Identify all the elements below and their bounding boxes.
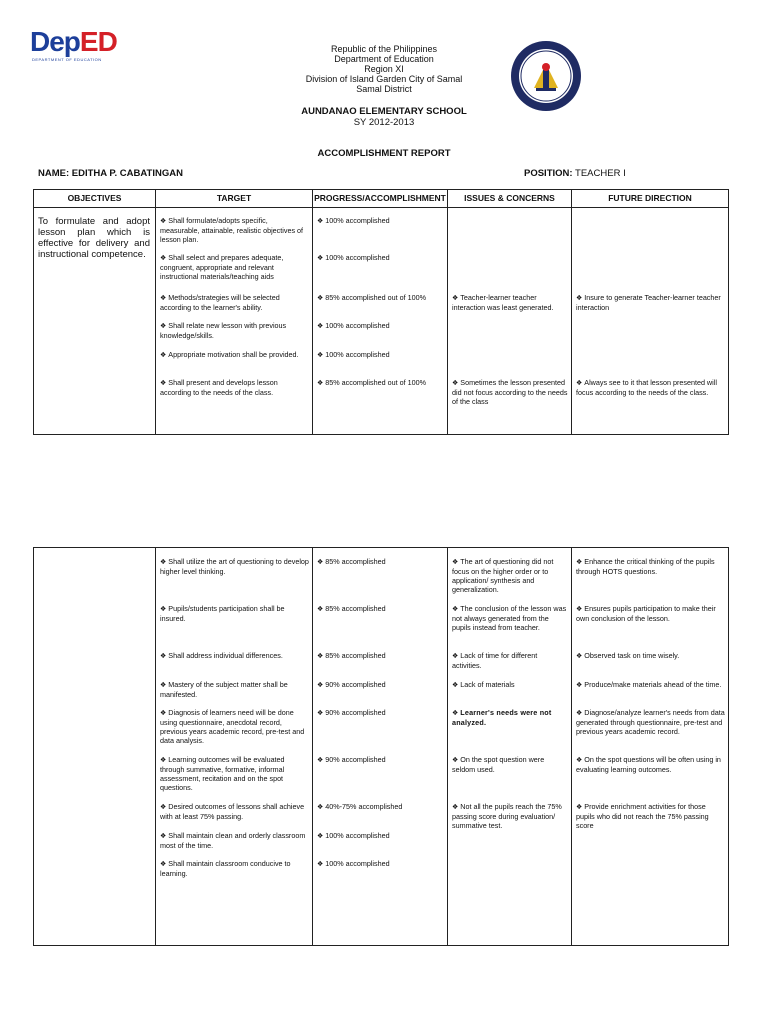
list-item: ❖ Produce/make materials ahead of the time. <box>576 680 722 689</box>
list-item: ❖ Insure to generate Teacher-learner teacher interaction <box>576 293 721 312</box>
list-item: ❖ 85% accomplished <box>317 651 386 660</box>
list-item: ❖ 100% accomplished <box>317 859 390 868</box>
list-item: ❖ 90% accomplished <box>317 708 386 717</box>
list-item: ❖ Learner's needs were not analyzed. <box>452 708 552 727</box>
list-item: ❖ 85% accomplished <box>317 604 386 613</box>
list-item: ❖ Desired outcomes of lessons shall achieve with at least 75% passing. <box>160 802 305 821</box>
list-item: ❖ 40%-75% accomplished <box>317 802 403 811</box>
logo-dep: Dep <box>30 26 80 57</box>
list-item: ❖ 100% accomplished <box>317 321 390 330</box>
col-issues: ISSUES & CONCERNS <box>448 190 572 208</box>
teacher-position <box>524 168 626 179</box>
list-item: ❖ Observed task on time wisely. <box>576 651 680 660</box>
list-item: ❖ Ensures pupils participation to make their own conclusion of the lesson. <box>576 604 716 623</box>
list-item: ❖ 90% accomplished <box>317 680 386 689</box>
accomplishment-table-2 <box>33 547 729 946</box>
objective-text: To formulate and adopt lesson plan which is effective for delivery and instructional competence. <box>38 216 150 260</box>
school-seal-icon <box>510 40 582 112</box>
list-item: ❖ Shall select and prepares adequate, congruent, appropriate and relevant instructional materials/teaching aids <box>160 253 284 281</box>
deped-logo <box>30 26 117 62</box>
list-item: ❖ Shall formulate/adopts specific, measurable, attainable, realistic objectives of lesson plan. <box>160 216 304 244</box>
list-item: ❖ The art of questioning did not focus on the higher order or to application/ synthesis and generalization. <box>452 557 554 594</box>
list-item: ❖ On the spot questions will be often using in evaluating learning outcomes. <box>576 755 721 774</box>
list-item: ❖ 90% accomplished <box>317 755 386 764</box>
report-title: ACCOMPLISHMENT REPORT <box>317 148 451 159</box>
list-item: ❖ Always see to it that lesson presented will focus according to the needs of the class. <box>576 378 717 397</box>
list-item: ❖ Lack of materials <box>452 680 515 689</box>
list-item: ❖ Provide enrichment activities for those pupils who did not reach the 75% passing score <box>576 802 709 830</box>
school-name: AUNDANAO ELEMENTARY SCHOOL <box>301 106 467 117</box>
list-item: ❖ Shall relate new lesson with previous knowledge/skills. <box>160 321 287 340</box>
list-item: ❖ Shall address individual differences. <box>160 651 283 660</box>
col-future: FUTURE DIRECTION <box>572 190 729 208</box>
list-item: ❖ 100% accomplished <box>317 216 390 225</box>
teacher-name: NAME: EDITHA P. CABATINGAN <box>38 168 183 179</box>
list-item: ❖ Shall maintain clean and orderly classroom most of the time. <box>160 831 306 850</box>
list-item: ❖ The conclusion of the lesson was not always generated from the pupils instead from teacher. <box>452 604 567 632</box>
header-line-5: Samal District <box>356 84 412 94</box>
list-item: ❖ Lack of time for different activities. <box>452 651 538 670</box>
header-line-4: Division of Island Garden City of Samal <box>305 74 463 84</box>
list-item: ❖ Shall maintain classroom conducive to learning. <box>160 859 291 878</box>
list-item: ❖ Methods/strategies will be selected according to the learner's ability. <box>160 293 280 312</box>
list-item: ❖ 85% accomplished out of 100% <box>317 293 426 302</box>
school-block <box>250 106 518 128</box>
header-line-1: Republic of the Philippines <box>330 44 438 54</box>
list-item: ❖ 85% accomplished <box>317 557 386 566</box>
list-item: ❖ Learning outcomes will be evaluated through summative, formative, informal assessment, recitation and on the spot questions. <box>160 755 285 792</box>
list-item: ❖ 85% accomplished out of 100% <box>317 378 426 387</box>
col-target: TARGET <box>156 190 313 208</box>
accomplishment-table-1 <box>33 189 729 435</box>
list-item: ❖ 100% accomplished <box>317 350 390 359</box>
list-item: ❖ Appropriate motivation shall be provided. <box>160 350 299 359</box>
list-item: ❖ Pupils/students participation shall be insured. <box>160 604 285 623</box>
logo-subtitle: DEPARTMENT OF EDUCATION <box>32 57 102 62</box>
list-item: ❖ 100% accomplished <box>317 831 390 840</box>
col-objectives: OBJECTIVES <box>34 190 156 208</box>
list-item: ❖ Not all the pupils reach the 75% passing score during evaluation/ summative test. <box>452 802 562 830</box>
list-item: ❖ Mastery of the subject matter shall be manifested. <box>160 680 288 699</box>
list-item: ❖ Teacher-learner teacher interaction was least generated. <box>452 293 554 312</box>
logo-ed: ED <box>79 26 117 57</box>
header-line-2: Department of Education <box>334 54 434 64</box>
list-item: ❖ Enhance the critical thinking of the pupils through HOTS questions. <box>576 557 715 576</box>
list-item: ❖ Shall present and develops lesson according to the needs of the class. <box>160 378 278 397</box>
list-item: ❖ 100% accomplished <box>317 253 390 262</box>
list-item: ❖ Shall utilize the art of questioning to develop higher level thinking. <box>160 557 309 576</box>
position-label: POSITION: <box>524 168 573 179</box>
col-progress: PROGRESS/ACCOMPLISHMENT <box>313 190 448 208</box>
list-item: ❖ Sometimes the lesson presented did not focus according to the needs of the class <box>452 378 568 406</box>
school-year: SY 2012-2013 <box>353 117 415 128</box>
government-header <box>250 44 518 94</box>
list-item: ❖ Diagnosis of learners need will be done using questionnaire, anecdotal record, previous years academic record, pre-test and data analysis. <box>160 708 305 745</box>
list-item: ❖ On the spot question were seldom used. <box>452 755 545 774</box>
list-item: ❖ Diagnose/analyze learner's needs from data generated through questionnaire, pre-test and previous years academic record. <box>576 708 725 736</box>
header-line-3: Region XI <box>364 64 404 74</box>
position-value: TEACHER I <box>575 168 626 179</box>
